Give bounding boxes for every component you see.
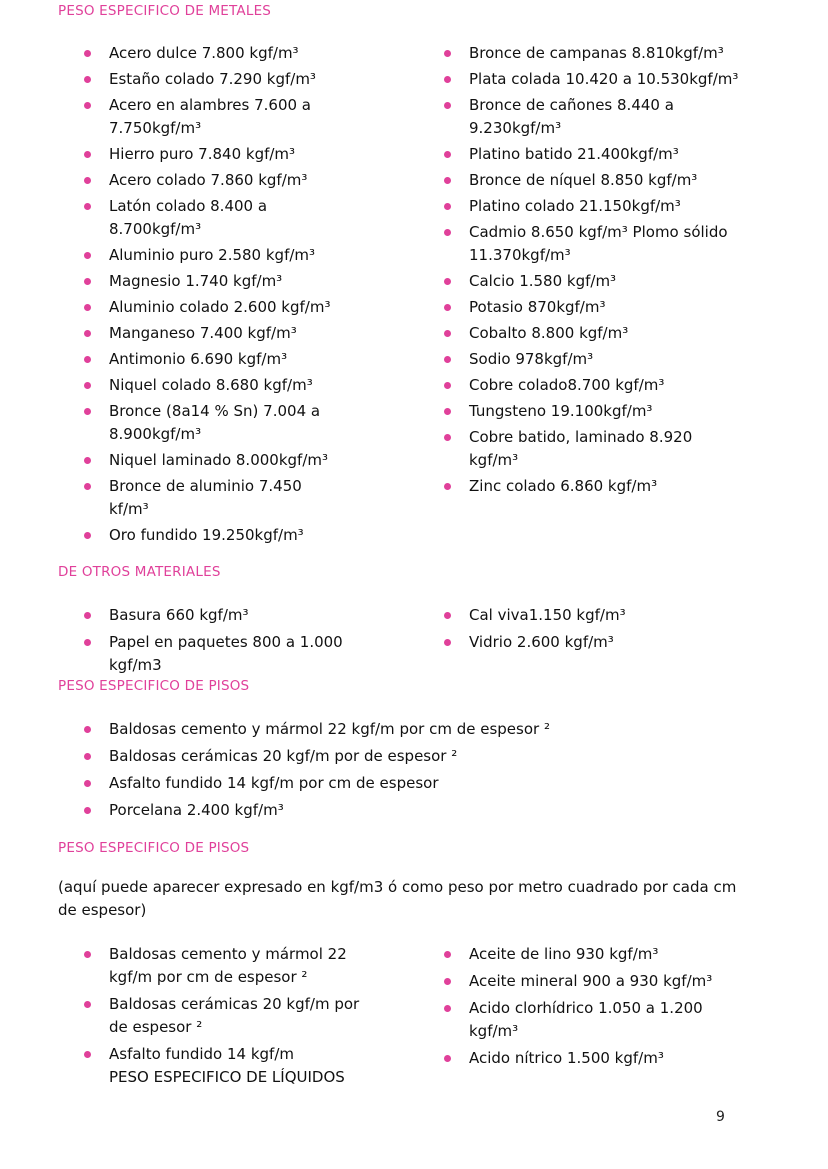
pisos-list — [84, 718, 744, 826]
list-item: Aluminio puro 2.580 kgf/m³ — [84, 244, 344, 267]
list-item: Potasio 870kgf/m³ — [444, 296, 744, 319]
section-heading-metales: PESO ESPECIFICO DE METALES — [58, 3, 272, 19]
section-heading-pisos: PESO ESPECIFICO DE PISOS — [58, 678, 250, 694]
list-item: Baldosas cemento y mármol 22 kgf/m por cm de espesor ² — [84, 718, 744, 741]
list-item: Acero dulce 7.800 kgf/m³ — [84, 42, 344, 65]
list-item — [84, 1043, 374, 1089]
list-item: Acido clorhídrico 1.050 a 1.200 kgf/m³ — [444, 997, 744, 1043]
list-item: Aceite de lino 930 kgf/m³ — [444, 943, 744, 966]
list-item: Zinc colado 6.860 kgf/m³ — [444, 475, 744, 498]
list-item: Porcelana 2.400 kgf/m³ — [84, 799, 744, 822]
list-item: Plata colada 10.420 a 10.530kgf/m³ — [444, 68, 744, 91]
section-note: (aquí puede aparecer expresado en kgf/m3 ó como peso por metro cuadrado por cada cm de espesor) — [58, 878, 737, 919]
list-item: Papel en paquetes 800 a 1.000 kgf/m3 — [84, 631, 374, 677]
list-item: Bronce (8a14 % Sn) 7.004 a 8.900kgf/m³ — [84, 400, 344, 446]
list-item: Cobre batido, laminado 8.920 kgf/m³ — [444, 426, 744, 472]
list-item: Estaño colado 7.290 kgf/m³ — [84, 68, 344, 91]
list-item: Tungsteno 19.100kgf/m³ — [444, 400, 744, 423]
list-item: Cobalto 8.800 kgf/m³ — [444, 322, 744, 345]
list-item: Baldosas cerámicas 20 kgf/m por de espesor ² — [84, 745, 744, 768]
otros-right-list — [444, 604, 744, 658]
list-item: Cal viva1.150 kgf/m³ — [444, 604, 744, 627]
list-item: Hierro puro 7.840 kgf/m³ — [84, 143, 344, 166]
metales-left-list — [84, 42, 344, 550]
page-number: 9 — [716, 1109, 725, 1125]
list-item: Asfalto fundido 14 kgf/m por cm de espesor — [84, 772, 744, 795]
list-item: Platino colado 21.150kgf/m³ — [444, 195, 744, 218]
list-item: Sodio 978kgf/m³ — [444, 348, 744, 371]
pisos-left-list — [84, 943, 374, 1093]
list-item: Baldosas cerámicas 20 kgf/m por de espesor ² — [84, 993, 374, 1039]
list-item: Calcio 1.580 kgf/m³ — [444, 270, 744, 293]
list-item: Basura 660 kgf/m³ — [84, 604, 374, 627]
list-item: Niquel laminado 8.000kgf/m³ — [84, 449, 344, 472]
list-item: Cobre colado8.700 kgf/m³ — [444, 374, 744, 397]
list-item: Latón colado 8.400 a 8.700kgf/m³ — [84, 195, 344, 241]
section-heading-otros: DE OTROS MATERIALES — [58, 564, 221, 580]
list-item: Bronce de campanas 8.810kgf/m³ — [444, 42, 744, 65]
list-item: Aceite mineral 900 a 930 kgf/m³ — [444, 970, 744, 993]
metales-right-list — [444, 42, 744, 501]
list-item: Oro fundido 19.250kgf/m³ — [84, 524, 344, 547]
list-item: Acero en alambres 7.600 a 7.750kgf/m³ — [84, 94, 344, 140]
list-item: Cadmio 8.650 kgf/m³ Plomo sólido 11.370kgf/m³ — [444, 221, 744, 267]
list-item: Aluminio colado 2.600 kgf/m³ — [84, 296, 344, 319]
list-item-text: Asfalto fundido 14 kgf/m — [109, 1045, 295, 1063]
list-item: Magnesio 1.740 kgf/m³ — [84, 270, 344, 293]
liquidos-heading: PESO ESPECIFICO DE LÍQUIDOS — [109, 1068, 345, 1086]
section-heading-pisos-2: PESO ESPECIFICO DE PISOS — [58, 840, 250, 856]
list-item: Manganeso 7.400 kgf/m³ — [84, 322, 344, 345]
list-item: Baldosas cemento y mármol 22 kgf/m por cm de espesor ² — [84, 943, 374, 989]
list-item: Acido nítrico 1.500 kgf/m³ — [444, 1047, 744, 1070]
list-item: Vidrio 2.600 kgf/m³ — [444, 631, 744, 654]
otros-left-list — [84, 604, 374, 681]
list-item: Antimonio 6.690 kgf/m³ — [84, 348, 344, 371]
list-item: Bronce de cañones 8.440 a 9.230kgf/m³ — [444, 94, 744, 140]
list-item: Niquel colado 8.680 kgf/m³ — [84, 374, 344, 397]
list-item: Acero colado 7.860 kgf/m³ — [84, 169, 344, 192]
list-item: Bronce de aluminio 7.450 kf/m³ — [84, 475, 344, 521]
list-item: Bronce de níquel 8.850 kgf/m³ — [444, 169, 744, 192]
liquidos-list — [444, 943, 744, 1074]
list-item: Platino batido 21.400kgf/m³ — [444, 143, 744, 166]
